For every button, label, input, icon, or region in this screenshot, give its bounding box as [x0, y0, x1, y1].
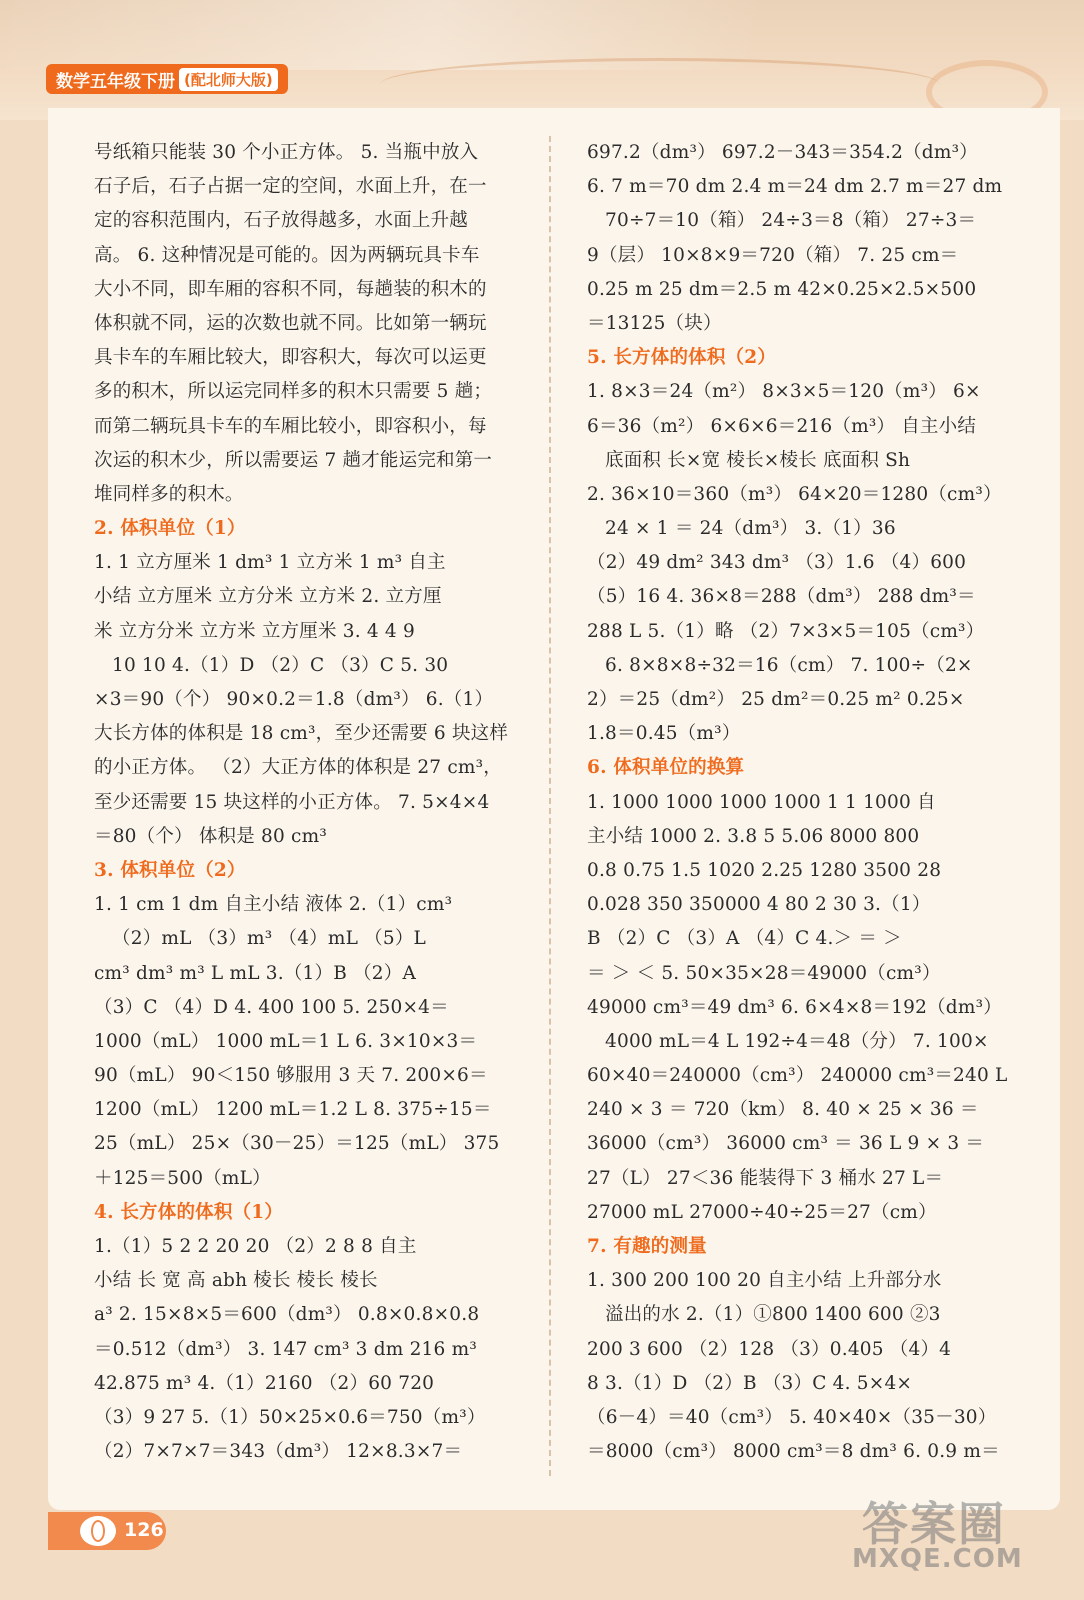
header-band	[0, 0, 1084, 120]
answer-line: 42.875 m³ 4.（1）2160 （2）60 720	[94, 1372, 435, 1394]
section-heading: 5. 长方体的体积（2）	[587, 347, 777, 369]
answer-line: ＝ ＞ ＜ 5. 50×35×28＝49000（cm³）	[587, 962, 941, 984]
answer-line: ×3＝90（个） 90×0.2＝1.8（dm³） 6.（1）	[94, 689, 494, 710]
answer-line: 溢出的水 2.（1）①800 1400 600 ②3	[605, 1304, 941, 1326]
answer-line: 底面积 长×宽 棱长×棱长 底面积 Sh	[605, 449, 911, 471]
answer-line: 具卡车的车厢比较大，即容积大，每次可以运更	[94, 347, 487, 369]
answer-line: 200 3 600 （2）128 （3）0.405 （4）4	[587, 1338, 952, 1360]
answer-line: 大小不同，即车厢的容积不同，每趟装的积木的	[94, 278, 487, 300]
answer-line: （3）C （4）D 4. 400 100 5. 250×4＝	[94, 996, 449, 1018]
left-column	[94, 136, 524, 1469]
watermark-en: MXQE.COM	[852, 1544, 1023, 1574]
section-heading: 4. 长方体的体积（1）	[94, 1201, 284, 1223]
book-edition: (配北师大版)	[179, 68, 278, 91]
page-number: 126	[124, 1519, 164, 1541]
answer-line: 9（层） 10×8×9＝720（箱） 7. 25 cm＝	[587, 244, 959, 266]
answer-line: 24 × 1 ＝ 24（dm³） 3.（1）36	[605, 518, 896, 540]
answer-line: （6－4）＝40（cm³） 5. 40×40×（35－30）	[587, 1406, 997, 1428]
answer-line: 0.028 350 350000 4 80 2 30 3.（1）	[587, 894, 931, 916]
answer-line: ＝0.512（dm³） 3. 147 cm³ 3 dm 216 m³	[94, 1338, 477, 1360]
answer-line: ＝13125（块）	[587, 312, 722, 334]
answer-line: 1000（mL） 1000 mL＝1 L 6. 3×10×3＝	[94, 1030, 478, 1052]
answer-line: 1200（mL） 1200 mL＝1.2 L 8. 375÷15＝	[94, 1099, 492, 1121]
answer-line: 0.25 m 25 dm＝2.5 m 42×0.25×2.5×500	[587, 278, 977, 300]
answer-line: 4000 mL＝4 L 192÷4＝48（分） 7. 100×	[605, 1030, 989, 1052]
answer-line: 体积就不同，运的次数也就不同。比如第一辆玩	[94, 312, 487, 334]
answer-line: 10 10 4.（1）D （2）C （3）C 5. 30	[112, 654, 449, 676]
answer-line: 堆同样多的积木。	[94, 483, 244, 505]
section-heading: 2. 体积单位（1）	[94, 518, 246, 540]
watermark-cn: 答案圈	[862, 1497, 1006, 1551]
answer-line: （3）9 27 5.（1）50×25×0.6＝750（m³）	[94, 1406, 486, 1428]
answer-line: 1.（1）5 2 2 20 20 （2）2 8 8 自主	[94, 1236, 417, 1257]
answer-line: 次运的积木少，所以需要运 7 趟才能运完和第一	[94, 449, 493, 471]
answer-line: ＝80（个） 体积是 80 cm³	[94, 825, 327, 847]
answer-line: （5）16 4. 36×8＝288（dm³） 288 dm³＝	[587, 586, 976, 608]
answer-line: 小结 长 宽 高 abh 棱长 棱长 棱长	[94, 1270, 378, 1292]
right-column	[587, 136, 1017, 1469]
answer-line: 1. 1 立方厘米 1 dm³ 1 立方米 1 m³ 自主	[94, 552, 446, 574]
answer-line: （2）mL （3）m³ （4）mL （5）L	[112, 928, 427, 950]
answer-line: ＋125＝500（mL）	[94, 1167, 271, 1189]
answer-line: 定的容积范围内，石子放得越多，水面上升越	[94, 210, 469, 232]
answer-line: 90（mL） 90＜150 够服用 3 天 7. 200×6＝	[94, 1065, 488, 1087]
answer-line: ＝8000（cm³） 8000 cm³＝8 dm³ 6. 0.9 m＝	[587, 1441, 1000, 1463]
answer-line: 小结 立方厘米 立方分米 立方米 2. 立方厘	[94, 586, 442, 608]
book-title: 数学五年级下册	[56, 71, 175, 92]
answer-line: 27（L） 27＜36 能装得下 3 桶水 27 L＝	[587, 1167, 944, 1189]
book-title-badge	[46, 64, 288, 94]
answer-line: 主小结 1000 2. 3.8 5 5.06 8000 800	[587, 825, 920, 847]
answer-line: 至少还需要 15 块这样的小正方体。 7. 5×4×4	[94, 791, 490, 813]
answer-line: 6. 8×8×8÷32＝16（cm） 7. 100÷（2×	[605, 654, 973, 676]
answer-line: cm³ dm³ m³ L mL 3.（1）B （2）A	[94, 962, 417, 984]
answer-line: 240 × 3 ＝ 720（km） 8. 40 × 25 × 36 ＝	[587, 1099, 979, 1121]
answer-line: 1. 1000 1000 1000 1000 1 1 1000 自	[587, 791, 936, 813]
watermark-logo	[842, 1488, 1064, 1588]
answer-line: 70÷7＝10（箱） 24÷3＝8（箱） 27÷3＝	[605, 210, 977, 232]
answer-line: 49000 cm³＝49 dm³ 6. 6×4×8＝192（dm³）	[587, 996, 1002, 1018]
section-heading: 3. 体积单位（2）	[94, 859, 246, 881]
answer-line: 1.8＝0.45（m³）	[587, 723, 741, 745]
answer-line: 0.8 0.75 1.5 1020 2.25 1280 3500 28	[587, 859, 942, 881]
answer-line: （2）49 dm² 343 dm³ （3）1.6 （4）600	[587, 552, 967, 574]
answer-line: 6＝36（m²） 6×6×6＝216（m³） 自主小结	[587, 415, 977, 437]
column-divider	[549, 136, 551, 1476]
answer-line: 6. 7 m＝70 dm 2.4 m＝24 dm 2.7 m＝27 dm	[587, 176, 1003, 198]
section-heading: 6. 体积单位的换算	[587, 757, 745, 779]
decorative-curve	[380, 58, 940, 111]
answer-line: 号纸箱只能装 30 个小正方体。 5. 当瓶中放入	[94, 142, 479, 163]
answer-line: 石子后，石子占据一定的空间，水面上升，在一	[94, 176, 487, 198]
answer-line: 60×40＝240000（cm³） 240000 cm³＝240 L	[587, 1065, 1008, 1087]
answer-line: 2. 36×10＝360（m³） 64×20＝1280（cm³）	[587, 483, 1002, 505]
answer-line: 697.2（dm³） 697.2－343＝354.2（dm³）	[587, 142, 978, 163]
answer-line: （2）7×7×7＝343（dm³） 12×8.3×7＝	[94, 1441, 463, 1463]
answer-line: 2）＝25（dm²） 25 dm²＝0.25 m² 0.25×	[587, 689, 965, 710]
answer-line: 25（mL） 25×（30－25）＝125（mL） 375	[94, 1133, 500, 1155]
answer-line: 1. 300 200 100 20 自主小结 上升部分水	[587, 1270, 942, 1292]
answer-line: 1. 8×3＝24（m²） 8×3×5＝120（m³） 6×	[587, 381, 981, 403]
answer-line: a³ 2. 15×8×5＝600（dm³） 0.8×0.8×0.8	[94, 1304, 480, 1326]
answer-line: B （2）C （3）A （4）C 4.＞ ＝ ＞	[587, 928, 902, 950]
answer-line: 高。 6. 这种情况是可能的。因为两辆玩具卡车	[94, 244, 480, 266]
answer-line: 大长方体的体积是 18 cm³，至少还需要 6 块这样	[94, 723, 509, 745]
answer-line: 多的积木，所以运完同样多的积木只需要 5 趟；	[94, 381, 493, 403]
answer-line: 8 3.（1）D （2）B （3）C 4. 5×4×	[587, 1372, 913, 1394]
answer-line: 288 L 5.（1）略 （2）7×3×5＝105（cm³）	[587, 620, 985, 642]
answer-line: 而第二辆玩具卡车的车厢比较小，即容积小，每	[94, 415, 487, 437]
answer-line: 米 立方分米 立方米 立方厘米 3. 4 4 9	[94, 620, 415, 642]
answer-line: 36000（cm³） 36000 cm³ ＝ 36 L 9 × 3 ＝	[587, 1133, 985, 1155]
answer-line: 的小正方体。 （2）大正方体的体积是 27 cm³，	[94, 757, 502, 779]
page-icon	[80, 1516, 116, 1546]
answer-line: 27000 mL 27000÷40÷25＝27（cm）	[587, 1201, 937, 1223]
section-heading: 7. 有趣的测量	[587, 1236, 707, 1257]
answer-line: 1. 1 cm 1 dm 自主小结 液体 2.（1）cm³	[94, 894, 453, 916]
